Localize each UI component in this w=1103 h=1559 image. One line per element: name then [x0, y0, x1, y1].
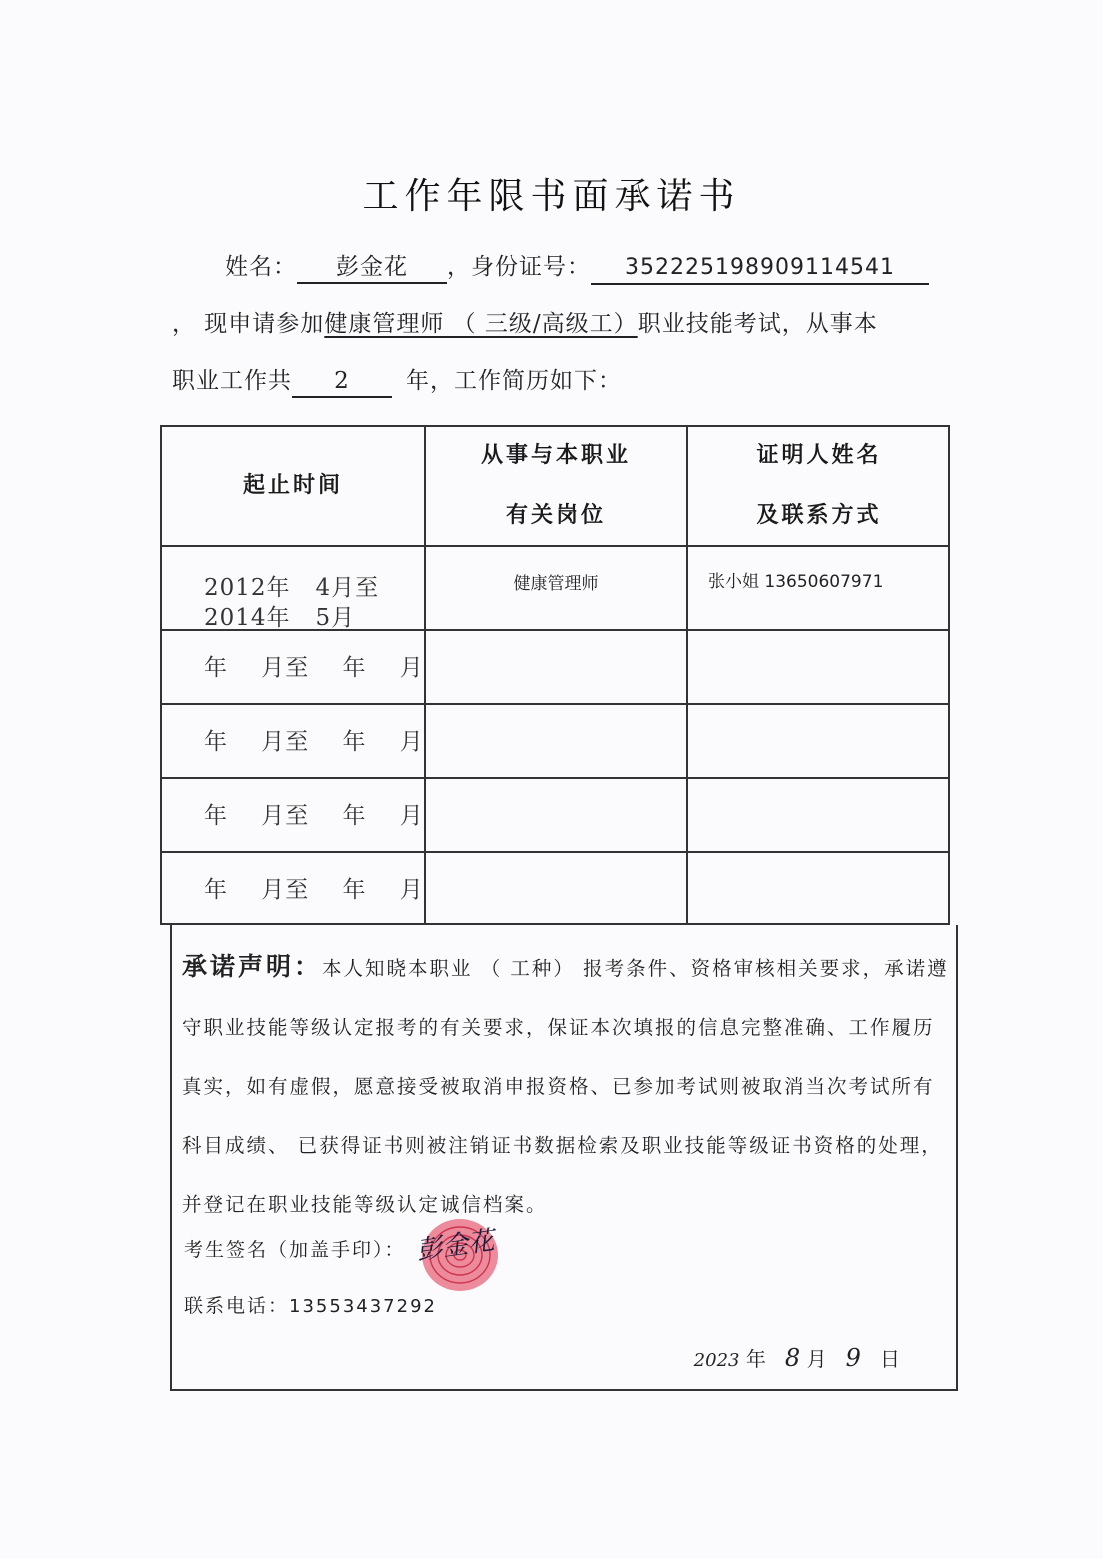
row3-period: 年 月至 年 月: [204, 729, 424, 755]
exam-name: 健康管理师 （ 三级/高级工）: [324, 311, 638, 337]
header-period: [162, 427, 424, 545]
name-id-line: [225, 248, 929, 285]
date-day: 9: [845, 1344, 861, 1372]
id-number-value: 352225198909114541: [625, 255, 895, 280]
header-position-label-2: 有关岗位: [505, 503, 606, 528]
header-period-label: 起止时间: [242, 473, 343, 498]
line2-suffix: 职业技能考试，从事本: [637, 311, 878, 337]
years-field: [292, 366, 392, 398]
date-year-unit: 年: [745, 1347, 766, 1371]
header-witness: [688, 427, 950, 545]
line3-prefix: 职业工作共: [172, 368, 292, 394]
promise-heading: 承诺声明：: [182, 952, 323, 981]
name-label: 姓名：: [225, 254, 297, 280]
row1-period-start: 2012年 4月至: [204, 575, 380, 601]
row-divider: [162, 851, 948, 853]
header-witness-label-2: 及联系方式: [756, 503, 882, 528]
header-position-label-1: 从事与本职业: [480, 443, 631, 468]
line3-suffix: 年，工作简历如下：: [406, 368, 622, 394]
promise-body: 本人知晓本职业 （ 工种） 报考条件、资格审核相关要求，承诺遵守职业技能等级认定报考的有关要求，保证本次填报的信息完整准确、工作履历真实，如有虚假，愿意接受被取消申报资格、已参加考试则被取消当次考试所有科目成绩、 已获得证书则被注销证书数据检索及职业技能等级证书资格的处理，并登记在职业技能等级认定诚信档案。: [182, 957, 949, 1216]
id-number-field: [591, 252, 929, 285]
phone-line: [184, 1291, 437, 1318]
row-divider: [162, 703, 948, 705]
header-witness-label-1: 证明人姓名: [756, 443, 882, 468]
row4-period: 年 月至 年 月: [204, 803, 424, 829]
phone-label: 联系电话：: [184, 1295, 290, 1317]
header-position: [426, 427, 686, 545]
signature-line: [184, 1235, 406, 1262]
years-value: 2: [334, 368, 350, 394]
row1-witness: 张小姐 13650607971: [708, 572, 884, 592]
signature-label: 考生签名（加盖手印）：: [184, 1239, 406, 1261]
years-line: [172, 362, 622, 398]
date-year: 2023: [693, 1350, 740, 1371]
page-title: 工作年限书面承诺书: [362, 176, 741, 217]
row2-period: 年 月至 年 月: [204, 655, 424, 681]
phone-value: 13553437292: [289, 1296, 437, 1317]
name-value: 彭金花: [336, 254, 408, 280]
id-label: ，身份证号：: [447, 254, 591, 280]
application-line: [172, 305, 878, 338]
promise-section: [170, 925, 958, 1391]
work-history-table: [160, 425, 950, 925]
row5-period: 年 月至 年 月: [204, 877, 424, 903]
name-field: [297, 252, 447, 284]
date-day-unit: 日: [880, 1347, 900, 1371]
row1-period-end: 2014年 5月: [204, 605, 356, 631]
signature-value: 彭金花: [414, 1225, 497, 1267]
date-month-unit: 月: [806, 1347, 827, 1371]
row1-position: 健康管理师: [513, 574, 599, 594]
line2-prefix: ， 现申请参加: [172, 311, 325, 337]
promise-text-block: [182, 937, 952, 1234]
row-divider: [162, 777, 948, 779]
signing-date: [694, 1343, 900, 1372]
date-month: 8: [784, 1344, 801, 1372]
